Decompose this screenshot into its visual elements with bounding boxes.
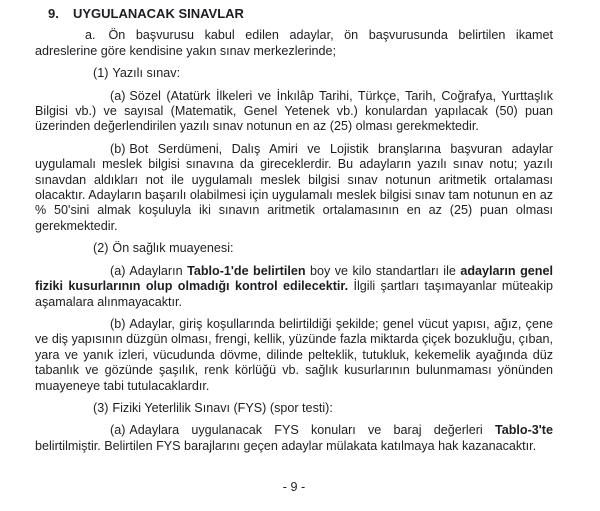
paragraph-text: Fiziki Yeterlilik Sınavı (FYS) (spor testi): xyxy=(112,400,333,415)
paragraph-2b xyxy=(35,317,553,394)
paragraph-text: Ön başvurusu kabul edilen adaylar, ön başvurusunda belirtilen ikamet adreslerine göre kendisine yakın sınav merkezlerinde; xyxy=(35,28,553,58)
paragraph-3 xyxy=(35,401,553,416)
item-label: (b) xyxy=(110,316,126,331)
section-number: 9. xyxy=(48,6,59,21)
item-label: (2) xyxy=(93,241,109,256)
item-label: (b) xyxy=(110,141,126,156)
item-label: (a) xyxy=(110,263,126,278)
paragraph-text: Yazılı sınav: xyxy=(112,66,181,81)
paragraph-2a xyxy=(35,264,553,310)
item-label: (a) xyxy=(110,423,126,438)
page-number: - 9 - xyxy=(282,480,306,495)
section-heading xyxy=(48,6,553,21)
item-label: (3) xyxy=(93,400,109,415)
item-label: (1) xyxy=(93,66,109,81)
paragraph-a xyxy=(35,28,553,59)
paragraph-text: Adaylar, giriş koşullarında belirtildiği şekilde; genel vücut yapısı, ağız, çene ve diş yapısının düzgün olması, frengi, kellik, yüzünde fazla miktarda çiçek bozukluğu, çıban, yara ve yanık izleri, vücudunda dövme, dilinde pelteklik, tutukluk, kekemelik ayağında düz tabanlık ve gözünde şaşılık, renk körlüğü vb. sağlık kusurlarının bulunmaması yönünden muayeneye tabi tutulacaklardır. xyxy=(35,316,553,393)
section-title: UYGULANACAK SINAVLAR xyxy=(73,6,244,21)
paragraph-text: Bot Serdümeni, Dalış Amiri ve Lojistik branşlarına başvuran adaylar uygulamalı meslek bilgisi sınavına da gireceklerdir. Bu adayların yazılı sınav notu; yazılı sınavdan aldıkları not ile uygulamalı meslek bilgisi sınav notunun aritmetik ortalaması olacaktır. Adayların başarılı olabilmesi için uygulamalı meslek bilgisi sınav tam notunun en az % 50'sini almak koşuluyla iki sınavın aritmetik ortalamasının en az (25) puan olması gerekmektedir. xyxy=(35,141,553,233)
paragraph-1 xyxy=(35,66,553,81)
paragraph-1b xyxy=(35,142,553,234)
paragraph-text: Ön sağlık muayenesi: xyxy=(112,241,234,256)
paragraph-1a xyxy=(35,89,553,135)
paragraph-text: Adayların Tablo-1'de belirtilen boy ve kilo standartları ile adayların genel fiziki kusurlarının olup olmadığı kontrol edilecektir. İlgili şartları taşımayanlar müteakip aşamalara alınmayacaktır. xyxy=(35,263,553,309)
paragraph-text: Adaylara uygulanacak FYS konuları ve baraj değerleri Tablo-3'te belirtilmiştir. Belirtilen FYS barajlarını geçen adaylar mülakata katılmaya hak kazanacaktır. xyxy=(35,423,553,453)
paragraph-3a xyxy=(35,423,553,454)
item-label: a. xyxy=(85,28,96,43)
paragraph-text: Sözel (Atatürk İlkeleri ve İnkılâp Tarihi, Türkçe, Tarih, Coğrafya, Yurttaşlık Bilgisi vb.) ve sayısal (Matematik, Genel Yetenek vb.) konulardan yapılacak (50) puan üzerinden değerlendirilen yazılı sınav notunun en az (25) olması gerekmektedir. xyxy=(35,88,553,134)
item-label: (a) xyxy=(110,88,126,103)
paragraph-2 xyxy=(35,241,553,256)
